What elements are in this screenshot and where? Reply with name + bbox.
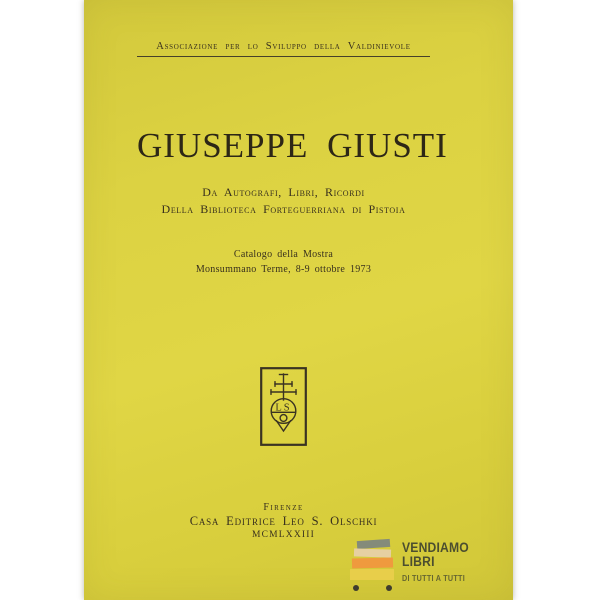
imprint-publisher: Casa Editrice Leo S. Olschki — [189, 514, 378, 528]
wheel-dot — [386, 585, 392, 591]
book-spine — [357, 539, 390, 549]
brand-name-line-2: LIBRI — [402, 554, 435, 569]
book-spine — [352, 557, 393, 568]
book-spine — [350, 569, 394, 580]
subtitle-line-2: Della Biblioteca Forteguerriana di Pistoia — [161, 202, 406, 216]
imprint-block — [137, 501, 430, 542]
subtitle-line-1: Da Autografi, Libri, Ricordi — [202, 185, 365, 199]
association-banner-text: Associazione per lo Sviluppo della Valdinievole — [156, 41, 411, 52]
association-banner — [137, 40, 430, 65]
imprint-city: Firenze — [263, 502, 304, 513]
printers-mark-icon — [260, 367, 307, 446]
brand-tagline: DI TUTTI A TUTTI — [402, 574, 465, 583]
wheel-dot — [353, 585, 359, 591]
catalog-note-line-1: Catalogo della Mostra — [233, 249, 334, 260]
brand-name-line-1: VENDIAMO — [402, 540, 469, 555]
book-subtitle — [137, 184, 430, 218]
watermark-logo — [349, 538, 476, 592]
brand-text — [402, 538, 469, 592]
catalog-note — [137, 247, 430, 277]
book-title: GIUSEPPE GIUSTI — [137, 126, 448, 165]
imprint-year: MCMLXXIII — [251, 530, 316, 540]
book-stack-icon — [349, 538, 395, 592]
book-cover — [84, 0, 513, 600]
banner-underline — [137, 56, 430, 57]
printers-mark-initials: LS — [275, 402, 292, 414]
book-spine — [354, 548, 391, 557]
catalog-note-line-2: Monsummano Terme, 8-9 ottobre 1973 — [195, 264, 372, 275]
printers-mark — [137, 367, 430, 451]
